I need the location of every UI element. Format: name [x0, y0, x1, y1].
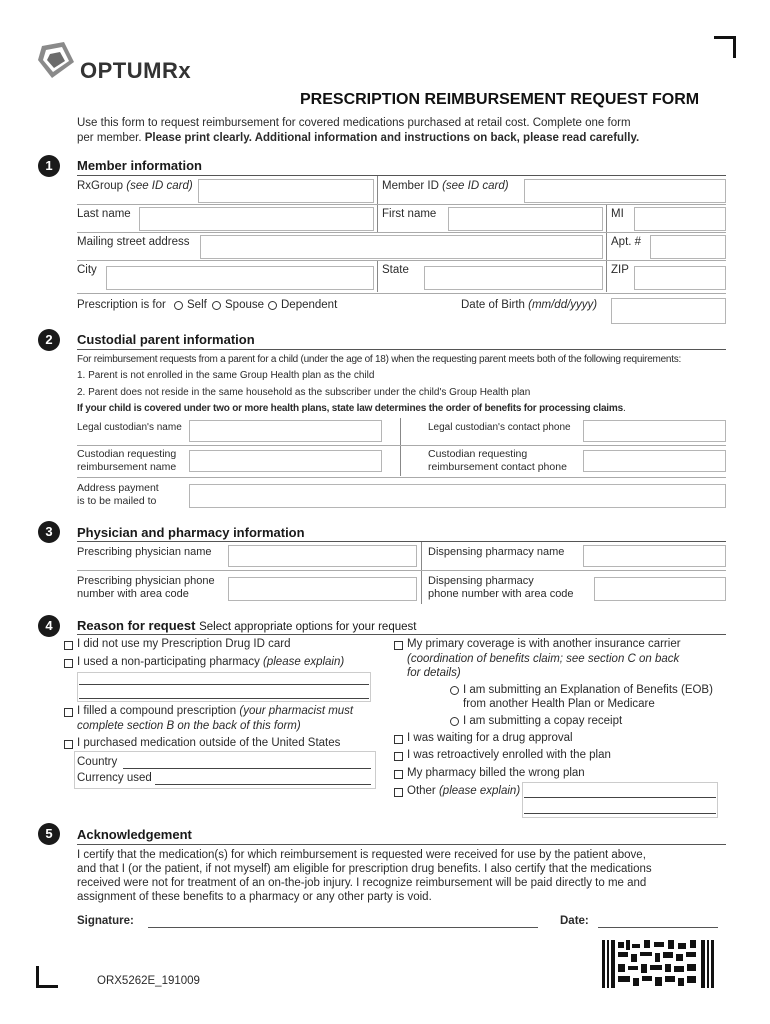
eob-label-2: from another Health Plan or Medicare — [463, 698, 655, 710]
divider — [524, 797, 716, 798]
last-name-field[interactable] — [139, 207, 374, 231]
divider — [377, 205, 378, 232]
divider — [524, 813, 716, 814]
mailing-address-label: Mailing street address — [77, 236, 190, 248]
section-3-divider — [77, 541, 726, 542]
opt-other-label: Other (please explain) — [407, 785, 521, 797]
intro-line-1: Use this form to request reimbursement for covered medications purchased at retail cost. Complete one form — [77, 117, 631, 129]
mailing-address-field[interactable] — [200, 235, 603, 259]
first-name-label: First name — [382, 208, 437, 220]
divider — [377, 176, 378, 204]
legal-custodian-name-label: Legal custodian's name — [77, 422, 182, 433]
section-3-number: 3 — [38, 521, 60, 543]
section-1-number: 1 — [38, 155, 60, 177]
multiple-plans-note: If your child is covered under two or more health plans, state law determines the order of benefits for processing claims. — [77, 403, 626, 414]
opt-no-id-card-label: I did not use my Prescription Drug ID card — [77, 638, 291, 650]
form-code: ORX5262E_191009 — [97, 975, 200, 987]
opt-coordination-label: My primary coverage is with another insurance carrier — [407, 638, 681, 650]
divider — [77, 293, 726, 294]
opt-compound-label: I filled a compound prescription (your pharmacist must — [77, 705, 354, 717]
country-label: Country — [77, 756, 118, 768]
zip-field[interactable] — [634, 266, 726, 290]
physician-phone-field[interactable] — [228, 577, 417, 601]
ack-line-1: I certify that the medication(s) for which reimbursement is requested were received for use by the patient above, — [77, 849, 646, 861]
self-radio[interactable] — [174, 301, 183, 310]
ack-line-2: and that I (or the patient, if not myself) am eligible for prescription drug benefits. I also certify that the medications — [77, 863, 652, 875]
first-name-field[interactable] — [448, 207, 603, 231]
divider — [77, 204, 726, 205]
state-label: State — [382, 264, 409, 276]
country-field[interactable] — [123, 768, 371, 769]
dob-field[interactable] — [611, 298, 726, 324]
dependent-radio[interactable] — [268, 301, 277, 310]
divider — [77, 232, 726, 233]
section-1-title: Member information — [77, 158, 202, 173]
dependent-label: Dependent — [281, 299, 338, 311]
opt-drug-approval-checkbox[interactable] — [394, 735, 403, 744]
physician-name-label: Prescribing physician name — [77, 546, 212, 558]
section-5-divider — [77, 844, 726, 845]
zip-label: ZIP — [611, 264, 629, 276]
pharmacy-name-label: Dispensing pharmacy name — [428, 546, 565, 558]
section-5-title: Acknowledgement — [77, 827, 192, 842]
divider — [421, 571, 422, 604]
divider — [79, 698, 369, 699]
opt-non-participating-checkbox[interactable] — [64, 659, 73, 668]
section-2-title: Custodial parent information — [77, 332, 255, 347]
divider — [606, 261, 607, 292]
pharmacy-phone-field[interactable] — [594, 577, 726, 601]
payment-address-label: Address payment is to be mailed to — [77, 482, 159, 507]
signature-label: Signature: — [77, 915, 134, 927]
opt-outside-us-label: I purchased medication outside of the United States — [77, 737, 341, 749]
date-label: Date: — [560, 915, 589, 927]
physician-name-field[interactable] — [228, 545, 417, 567]
rxgroup-field[interactable] — [198, 179, 374, 203]
payment-address-field[interactable] — [189, 484, 726, 508]
intro-line-2: per member. Please print clearly. Additional information and instructions on back, please read carefully. — [77, 132, 640, 144]
section-4-number: 4 — [38, 615, 60, 637]
opt-other-checkbox[interactable] — [394, 788, 403, 797]
apt-label: Apt. # — [611, 236, 642, 248]
corner-mark-bottom-left — [36, 966, 58, 988]
section-4-title: Reason for request Select appropriate options for your request — [77, 618, 417, 633]
currency-label: Currency used — [77, 772, 152, 784]
signature-field[interactable] — [148, 927, 538, 928]
requirement-2: 2. Parent does not reside in the same household as the subscriber under the child's Group Health plan — [77, 387, 531, 398]
opt-wrong-plan-checkbox[interactable] — [394, 770, 403, 779]
section-3-title: Physician and pharmacy information — [77, 525, 305, 540]
opt-coordination-checkbox[interactable] — [394, 641, 403, 650]
eob-label: I am submitting an Explanation of Benefits (EOB) — [463, 684, 713, 696]
section-4-divider — [77, 634, 726, 635]
custodian-phone-field[interactable] — [583, 450, 726, 472]
opt-no-id-card-checkbox[interactable] — [64, 641, 73, 650]
requirement-1: 1. Parent is not enrolled in the same Group Health plan as the child — [77, 370, 375, 381]
city-field[interactable] — [106, 266, 374, 290]
opt-outside-us-checkbox[interactable] — [64, 740, 73, 749]
opt-drug-approval-label: I was waiting for a drug approval — [407, 732, 573, 744]
currency-field[interactable] — [155, 784, 371, 785]
member-id-label: Member ID (see ID card) — [382, 180, 509, 192]
brand-logo-text: OPTUMRx — [80, 58, 192, 83]
divider — [400, 446, 401, 476]
section-2-divider — [77, 349, 726, 350]
prescription-for-label: Prescription is for — [77, 299, 166, 311]
opt-coordination-hint-1: (coordination of benefits claim; see section C on back — [407, 653, 680, 665]
date-field[interactable] — [598, 927, 718, 928]
dob-label: Date of Birth (mm/dd/yyyy) — [461, 299, 598, 311]
physician-phone-label: Prescribing physician phone number with area code — [77, 575, 215, 600]
opt-compound-checkbox[interactable] — [64, 708, 73, 717]
mi-field[interactable] — [634, 207, 726, 231]
corner-mark-top-right — [714, 36, 736, 58]
mi-label: MI — [611, 208, 624, 220]
apt-field[interactable] — [650, 235, 726, 259]
opt-retroactive-label: I was retroactively enrolled with the plan — [407, 749, 611, 761]
divider — [377, 261, 378, 292]
divider — [79, 684, 369, 685]
opt-non-participating-label: I used a non-participating pharmacy (please explain) — [77, 656, 345, 668]
divider — [606, 205, 607, 232]
pharmacy-name-field[interactable] — [583, 545, 726, 567]
barcode-image — [600, 940, 718, 988]
optum-logo-icon — [36, 40, 76, 80]
opt-wrong-plan-label: My pharmacy billed the wrong plan — [407, 767, 585, 779]
state-field[interactable] — [424, 266, 603, 290]
legal-custodian-phone-label: Legal custodian's contact phone — [428, 422, 571, 433]
custodial-requirements-text: For reimbursement requests from a parent for a child (under the age of 18) when the requesting parent meets both of the following requirements: — [77, 354, 682, 365]
legal-custodian-phone-field[interactable] — [583, 420, 726, 442]
divider — [77, 477, 726, 478]
divider — [421, 542, 422, 570]
opt-coordination-hint-2: for details) — [407, 667, 461, 679]
divider — [400, 418, 401, 448]
section-1-divider — [77, 175, 726, 176]
self-label: Self — [187, 299, 207, 311]
spouse-radio[interactable] — [212, 301, 221, 310]
page-title: PRESCRIPTION REIMBURSEMENT REQUEST FORM — [300, 91, 700, 108]
spouse-label: Spouse — [225, 299, 265, 311]
divider — [77, 570, 726, 571]
ack-line-4: assignment of these benefits to a pharmacy or any other party is void. — [77, 891, 432, 903]
opt-retroactive-checkbox[interactable] — [394, 752, 403, 761]
section-2-number: 2 — [38, 329, 60, 351]
section-5-number: 5 — [38, 823, 60, 845]
last-name-label: Last name — [77, 208, 131, 220]
copay-label: I am submitting a copay receipt — [463, 715, 623, 727]
divider — [77, 260, 726, 261]
rxgroup-label: RxGroup (see ID card) — [77, 180, 193, 192]
eob-radio[interactable] — [450, 686, 459, 695]
ack-line-3: received were not for treatment of an on-the-job injury. I recognize reimbursement will be paid directly to me and — [77, 877, 647, 889]
opt-compound-hint: complete section B on the back of this form) — [77, 720, 301, 732]
copay-radio[interactable] — [450, 717, 459, 726]
legal-custodian-name-field[interactable] — [189, 420, 382, 442]
divider — [77, 445, 726, 446]
custodian-name-field[interactable] — [189, 450, 382, 472]
divider — [606, 233, 607, 260]
custodian-name-label: Custodian requesting reimbursement name — [77, 448, 177, 473]
member-id-field[interactable] — [524, 179, 726, 203]
custodian-phone-label: Custodian requesting reimbursement contact phone — [428, 448, 567, 473]
city-label: City — [77, 264, 97, 276]
pharmacy-phone-label: Dispensing pharmacy phone number with area code — [428, 575, 574, 600]
